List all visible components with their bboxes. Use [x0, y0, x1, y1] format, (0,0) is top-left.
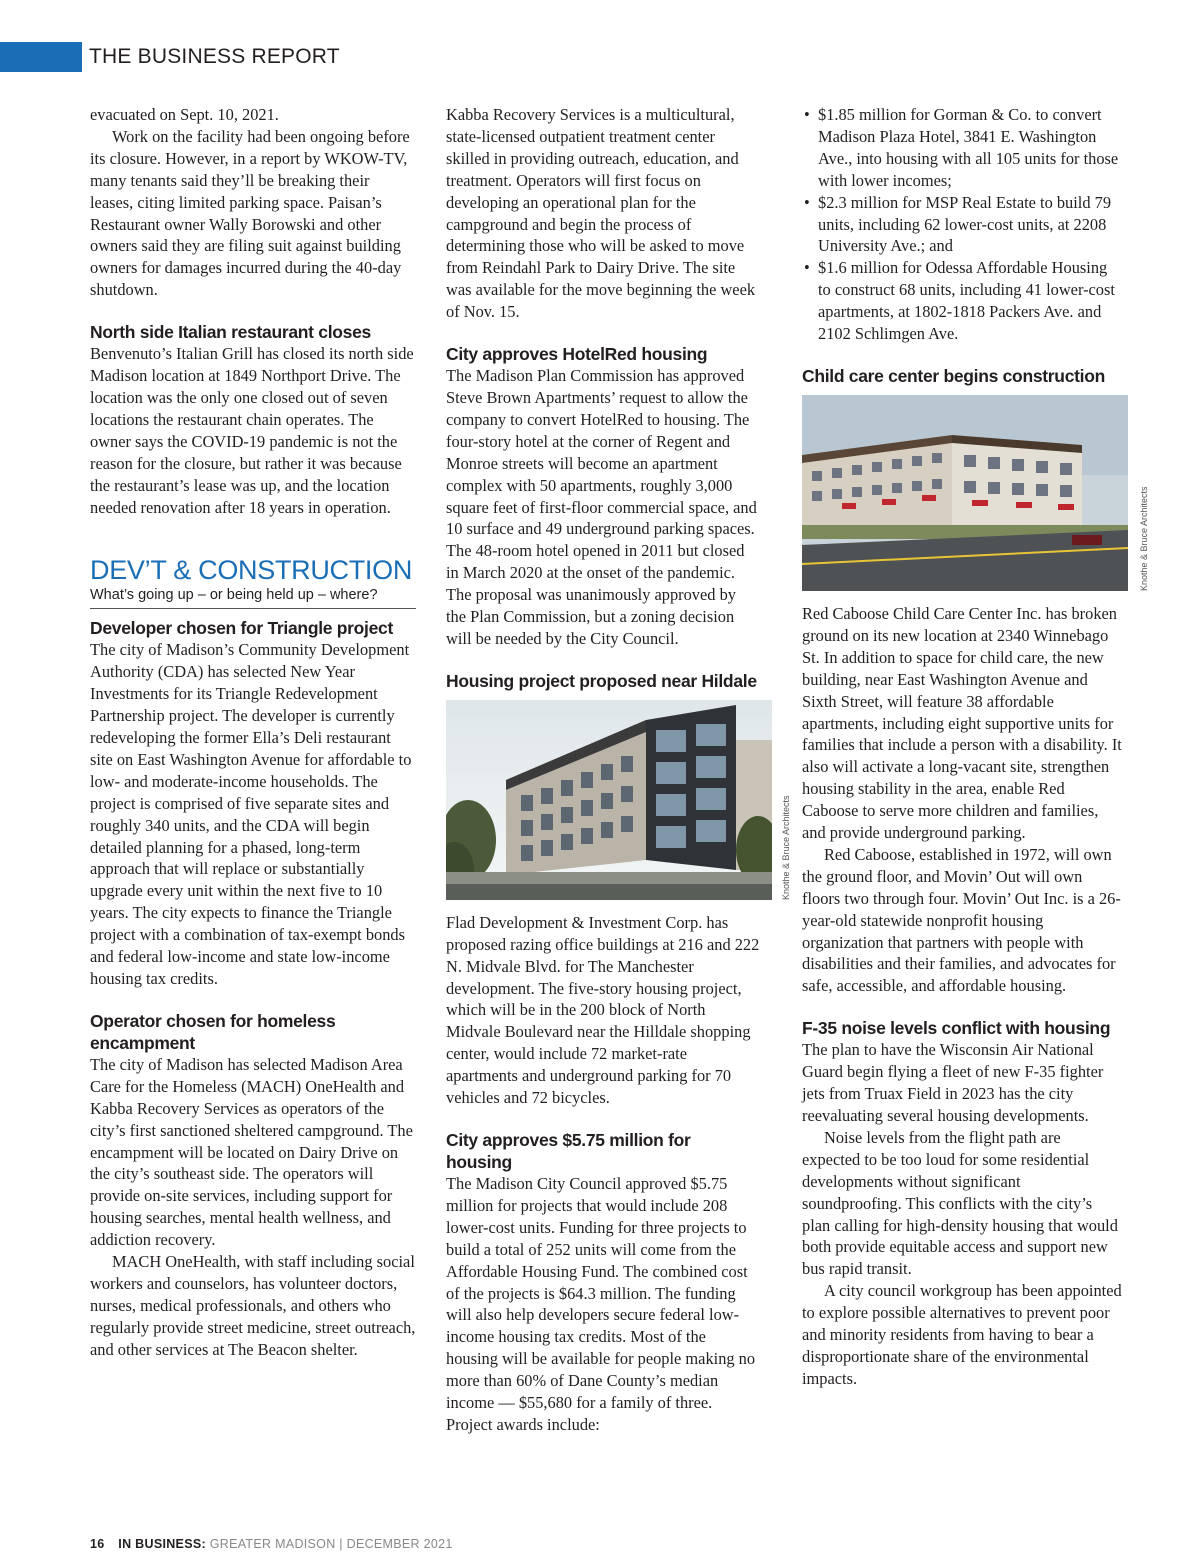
list-item: • $1.6 million for Odessa Affordable Housing to construct 68 units, including 41 lower-cost apartments, at 1802-1818 Packers Ave. and 2102 Schlimgen Ave.: [804, 258, 1115, 344]
paragraph: A city council workgroup has been appointed to explore possible alternatives to prevent poor and minority residents from having to bear a disproportionate share of the environmental impacts.: [802, 1281, 1122, 1388]
article-heading-child-care: Child care center begins construction: [802, 365, 1105, 386]
paragraph: MACH OneHealth, with staff including social workers and counselors, has volunteer doctors, nurses, medical professionals, and others who regularly provide street medicine, street outreach, and other services at The Beacon shelter.: [90, 1252, 416, 1359]
issue-info: GREATER MADISON | DECEMBER 2021: [209, 1537, 453, 1551]
paragraph: The city of Madison’s Community Development Authority (CDA) has selected New Year Investments for its Triangle Redevelopment Partnership project. The developer is currently redeveloping the former Ella’s Deli restaurant site on East Washington Avenue for affordable to low- and moderate-income households. The project is comprised of five separate sites and roughly 340 units, and the CDA will begin detailed planning for a phased, long-term approach that will replace or substantially upgrade every unit within the next five to 10 years. The city expects to finance the Triangle project with a combination of tax-exempt bonds and federal low-income and state low-income housing tax credits.: [90, 640, 412, 988]
paragraph: Red Caboose Child Care Center Inc. has broken ground on its new location at 2340 Winnebago St. In addition to space for child care, the new building, near East Washington Avenue and Sixth Street, will feature 38 affordable apartments, including eight supportive units for families that include a person with a disability. It also will activate a long-vacant site, strengthen housing stability in the area, enable Red Caboose to serve more children and families, and provide underground parking.: [802, 603, 1122, 843]
magazine-name: IN BUSINESS:: [118, 1537, 206, 1551]
hildale-building-photo: [446, 700, 791, 900]
column-1: [90, 104, 416, 1361]
column-3: [802, 104, 1149, 1390]
paragraph: Red Caboose, established in 1972, will own the ground floor, and Movin’ Out will own floors two through four. Movin’ Out Inc. is a 26-year-old statewide nonprofit housing organization that partners with people with disabilities and their families, and advocates for safe, accessible, and affordable housing.: [802, 844, 1121, 996]
article-heading-housing-funding: City approves $5.75 million for housing: [446, 1130, 691, 1172]
paragraph: Work on the facility had been ongoing before its closure. However, in a report by WKOW-TV, many tenants said they’ll be breaking their leases, citing limited parking space. Paisan’s Restaurant owner Wally Borowski and other owners said they are filing suit against building owners for damages incurred during the 40-day shutdown.: [90, 126, 410, 300]
page-footer: [90, 1537, 453, 1551]
building-rendering-image: [446, 700, 772, 900]
page-number: 16: [90, 1537, 105, 1551]
article-heading-triangle: Developer chosen for Triangle project: [90, 618, 394, 639]
list-item: • $1.85 million for Gorman & Co. to convert Madison Plaza Hotel, 3841 E. Washington Ave., into housing with all 105 units for those with lower incomes;: [804, 105, 1119, 190]
article-heading-hotelred: City approves HotelRed housing: [446, 344, 708, 365]
paragraph: Kabba Recovery Services is a multicultural, state-licensed outpatient treatment center skilled in providing outreach, education, and treatment. Operators will first focus on developing an operational plan for the campground and begin the process of determining those who will be asked to move from Reindahl Park to Dairy Drive. The site was available for the move beginning the week of Nov. 15.: [446, 105, 756, 322]
paragraph: The city of Madison has selected Madison Area Care for the Homeless (MACH) OneHealth and Kabba Recovery Services as operators of the city’s first sanctioned sheltered campground. The encampment will be located on Dairy Drive on the city’s southeast side. The operators will provide on-site services, including support for housing searches, mental health wellness, and addiction recovery.: [90, 1054, 413, 1250]
header-accent-bar: [0, 42, 82, 72]
paragraph: Noise levels from the flight path are expected to be too loud for some residential developments without significant soundproofing. This conflicts with the city’s plan calling for high-density housing that would both provide equitable access and support new bus rapid transit.: [802, 1127, 1118, 1279]
paragraph: Flad Development & Investment Corp. has proposed razing office buildings at 216 and 222 N. Midvale Blvd. for The Manchester development. The five-story housing project, which will be in the 200 block of North Midvale Boulevard near the Hilldale shopping center, would include 72 market-rate apartments and underground parking for 70 vehicles and 72 bicycles.: [446, 912, 760, 1108]
article-heading-italian-restaurant: North side Italian restaurant closes: [90, 322, 371, 343]
column-2: [446, 104, 791, 1436]
paragraph: Benvenuto’s Italian Grill has closed its north side Madison location at 1849 Northport Drive. The location was the only one closed out of seven locations the restaurant chain operates. The owner says the COVID-19 pandemic is not the reason for the closure, but rather it was because the restaurant’s lease was up, and the location needed renovation after 18 years in operation.: [90, 344, 414, 517]
list-item: • $2.3 million for MSP Real Estate to build 79 units, including 62 lower-cost units, at 2208 University Ave.; and: [804, 192, 1112, 256]
paragraph: The Madison City Council approved $5.75 million for projects that would include 208 lower-cost units. Funding for three projects to build a total of 252 units will come from the Affordable Housing Fund. The combined cost of the projects is $64.3 million. The funding will also help developers secure federal low-income housing tax credits. Most of the housing will be available for people making no more than 60% of Dane County’s median income — $55,680 for a family of three. Project awards include:: [446, 1174, 756, 1434]
article-heading-f35-noise: F-35 noise levels conflict with housing: [802, 1018, 1111, 1039]
photo-credit: Knothe & Bruce Architects: [781, 795, 791, 900]
section-header-title: THE BUSINESS REPORT: [89, 45, 340, 68]
paragraph: evacuated on Sept. 10, 2021.: [90, 105, 279, 124]
photo-credit: Knothe & Bruce Architects: [1139, 486, 1149, 591]
article-heading-hildale: Housing project proposed near Hildale: [446, 670, 757, 691]
building-rendering-image: [802, 395, 1128, 591]
project-awards-list: [802, 104, 1122, 345]
paragraph: The plan to have the Wisconsin Air National Guard begin flying a fleet of new F-35 fighter jets from Truax Field in 2023 has the city reevaluating several housing developments.: [802, 1040, 1104, 1125]
article-heading-homeless-encampment: Operator chosen for homeless encampment: [90, 1010, 336, 1053]
section-title: DEV’T & CONSTRUCTION: [90, 555, 413, 586]
paragraph: The Madison Plan Commission has approved Steve Brown Apartments’ request to allow the company to convert HotelRed to housing. The four-story hotel at the corner of Regent and Monroe streets will become an apartment complex with 50 apartments, roughly 3,000 square feet of first-floor commercial space, and 10 surface and 49 underground parking spaces. The 48-room hotel opened in 2011 but closed in March 2020 at the onset of the pandemic. The proposal was unanimously approved by the Plan Commission, but a zoning decision will be needed by the City Council.: [446, 366, 757, 648]
child-care-building-photo: [802, 395, 1149, 591]
section-subtitle: What’s going up – or being held up – where?: [90, 586, 416, 609]
